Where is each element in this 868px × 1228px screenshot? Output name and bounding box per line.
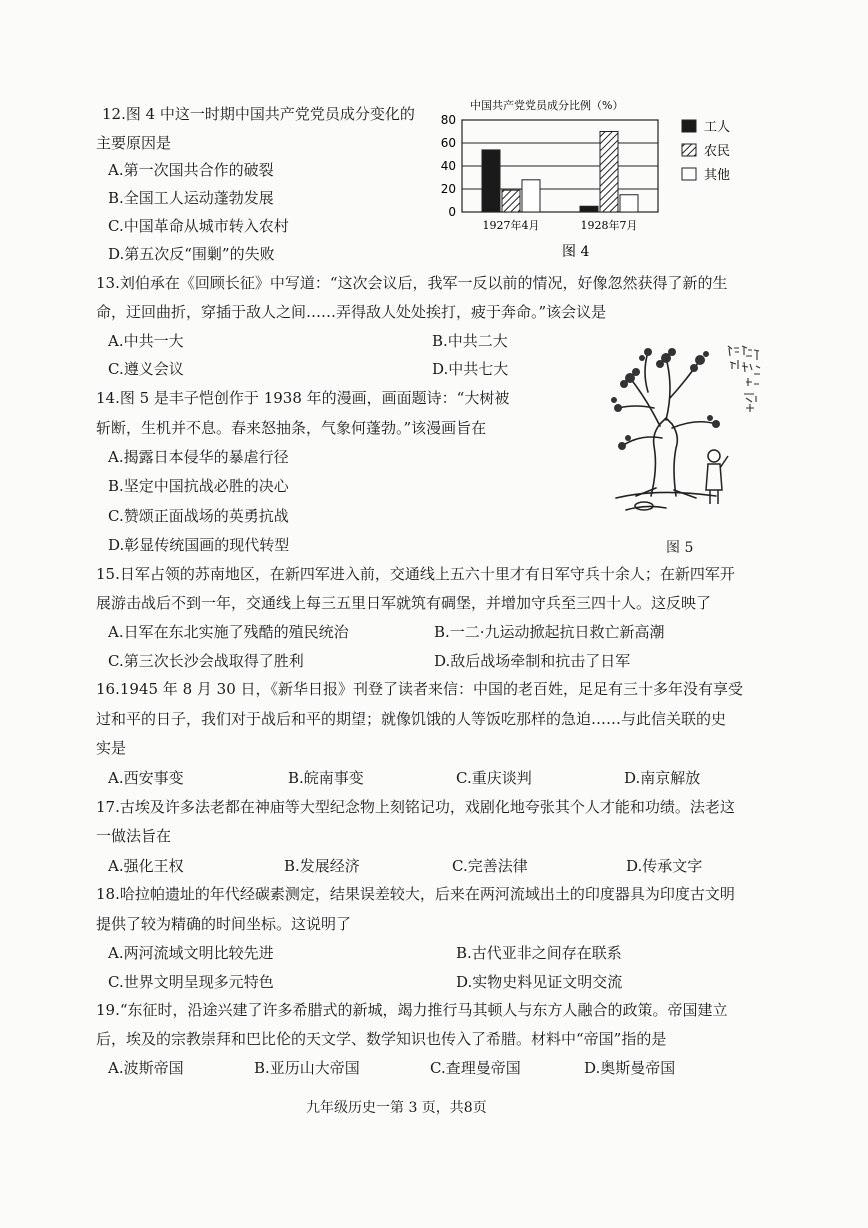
q17-stem-line1: 17.古埃及许多法老都在神庙等大型纪念物上刻铭记功，戏剧化地夸张其个人才能和功绩。法老这: [96, 798, 735, 816]
q13-option-a: A.中共一大: [108, 332, 184, 350]
q14-option-c: C.赞颂正面战场的英勇抗战: [108, 507, 289, 525]
q19-option-d: D.奥斯曼帝国: [584, 1059, 676, 1077]
legend-label: 农民: [704, 144, 731, 159]
q19-option-a: A.波斯帝国: [108, 1059, 184, 1077]
q12-stem-line2: 主要原因是: [96, 134, 172, 152]
y-tick-label: 40: [440, 159, 456, 173]
q16-option-c: C.重庆谈判: [456, 769, 532, 787]
q19-stem-line2: 后，埃及的宗教崇拜和巴比伦的天文学、数学知识也传入了希腊。材料中“帝国”指的是: [96, 1030, 667, 1048]
q15-stem-line2: 展游击战后不到一年，交通线上每三五里日军就筑有碉堡，并增加守兵至三四十人。这反映了: [96, 594, 712, 612]
q13-option-b: B.中共二大: [432, 332, 508, 350]
q19-option-c: C.查理曼帝国: [430, 1059, 521, 1077]
y-tick-label: 80: [440, 113, 456, 127]
legend-swatch: [682, 168, 696, 180]
q18-option-a: A.两河流域文明比较先进: [108, 944, 274, 962]
figure-5-cartoon: [596, 338, 766, 556]
q13-stem-line1: 13.刘伯承在《回顾长征》中写道：“这次会议后，我军一反以前的情况，好像忽然获得了新的生: [96, 274, 728, 292]
legend-label: 工人: [704, 120, 731, 135]
q18-stem-line1: 18.哈拉帕遗址的年代经碳素测定，结果误差较大，后来在两河流域出土的印度器具为印度古文明: [96, 885, 735, 903]
q12-option-c: C.中国革命从城市转入农村: [108, 217, 289, 235]
q15-stem-line1: 15.日军占领的苏南地区，在新四军进入前，交通线上五六十里才有日军守兵十余人；在新四军开: [96, 565, 735, 583]
q14-option-a: A.揭露日本侵华的暴虐行径: [108, 448, 289, 466]
q13-stem-line2: 命，迂回曲折，穿插于敌人之间……弄得敌人处处挨打，疲于奔命。”该会议是: [96, 303, 607, 321]
q16-stem-line2: 过和平的日子，我们对于战后和平的期望；就像饥饿的人等饭吃那样的急迫……与此信关联的史: [96, 710, 727, 728]
bar-其他: [522, 180, 540, 212]
chart-legend: [682, 120, 730, 183]
q12-option-b: B.全国工人运动蓬勃发展: [108, 189, 274, 207]
chart-plot: [441, 113, 658, 232]
q15-option-d: D.敌后战场牵制和抗击了日军: [434, 652, 631, 670]
q16-stem-line3: 实是: [96, 739, 127, 757]
legend-swatch: [682, 120, 696, 132]
q15-option-b: B.一二·九运动掀起抗日救亡新高潮: [434, 623, 665, 641]
q14-option-d: D.彰显传统国画的现代转型: [108, 536, 290, 554]
bar-农民: [600, 132, 618, 213]
q12-option-d: D.第五次反“围剿”的失败: [108, 245, 275, 263]
q18-option-c: C.世界文明呈现多元特色: [108, 973, 274, 991]
y-tick-label: 20: [440, 182, 456, 196]
q15-option-c: C.第三次长沙会战取得了胜利: [108, 652, 304, 670]
bar-其他: [620, 195, 638, 212]
q15-option-a: A.日军在东北实施了残酷的殖民统治: [108, 623, 349, 641]
figure-4-chart: [430, 94, 760, 264]
bar-农民: [502, 190, 520, 212]
q13-option-c: C.遵义会议: [108, 360, 184, 378]
bar-工人: [482, 150, 500, 212]
q17-stem-line2: 一做法旨在: [96, 827, 172, 845]
q16-option-b: B.皖南事变: [288, 769, 364, 787]
q19-option-b: B.亚历山大帝国: [254, 1059, 360, 1077]
figure-5-label: 图 5: [666, 540, 694, 556]
bar-工人: [580, 206, 598, 212]
x-category-label: 1927年4月: [482, 219, 540, 232]
q17-option-c: C.完善法律: [452, 857, 528, 875]
chart-title: 中国共产党党员成分比例（%）: [470, 99, 624, 112]
q16-option-a: A.西安事变: [108, 769, 184, 787]
x-category-label: 1928年7月: [580, 219, 638, 232]
tree-cartoon-image: [596, 338, 766, 538]
legend-swatch: [682, 144, 696, 156]
q18-option-d: D.实物史料见证文明交流: [456, 973, 623, 991]
q17-option-a: A.强化王权: [108, 857, 184, 875]
q17-option-d: D.传承文字: [626, 857, 703, 875]
q18-option-b: B.古代亚非之间存在联系: [456, 944, 622, 962]
q12-stem-line1: 12.图 4 中这一时期中国共产党党员成分变化的: [102, 105, 415, 123]
q14-option-b: B.坚定中国抗战必胜的决心: [108, 477, 289, 495]
q14-stem-line1: 14.图 5 是丰子恺创作于 1938 年的漫画，画面题诗：“大树被: [96, 389, 510, 407]
q18-stem-line2: 提供了较为精确的时间坐标。这说明了: [96, 915, 352, 933]
q16-stem-line1: 16.1945 年 8 月 30 日，《新华日报》刊登了读者来信：中国的老百姓，足足有三十多年没有享受: [96, 680, 744, 698]
chart-svg: [430, 94, 760, 264]
q17-option-b: B.发展经济: [284, 857, 360, 875]
q14-stem-line2: 斩断，生机并不息。春来怒抽条，气象何蓬勃。”该漫画旨在: [96, 419, 487, 437]
figure-4-label: 图 4: [562, 244, 590, 260]
q16-option-d: D.南京解放: [624, 769, 701, 787]
q13-option-d: D.中共七大: [432, 360, 509, 378]
y-tick-label: 60: [440, 136, 456, 150]
q19-stem-line1: 19.“东征时，沿途兴建了许多希腊式的新城，竭力推行马其顿人与东方人融合的政策。帝国建立: [96, 1001, 728, 1019]
q12-option-a: A.第一次国共合作的破裂: [108, 161, 274, 179]
page-footer: 九年级历史一第 3 页，共8页: [306, 1100, 487, 1116]
legend-label: 其他: [704, 168, 731, 183]
y-tick-label: 0: [448, 205, 456, 219]
